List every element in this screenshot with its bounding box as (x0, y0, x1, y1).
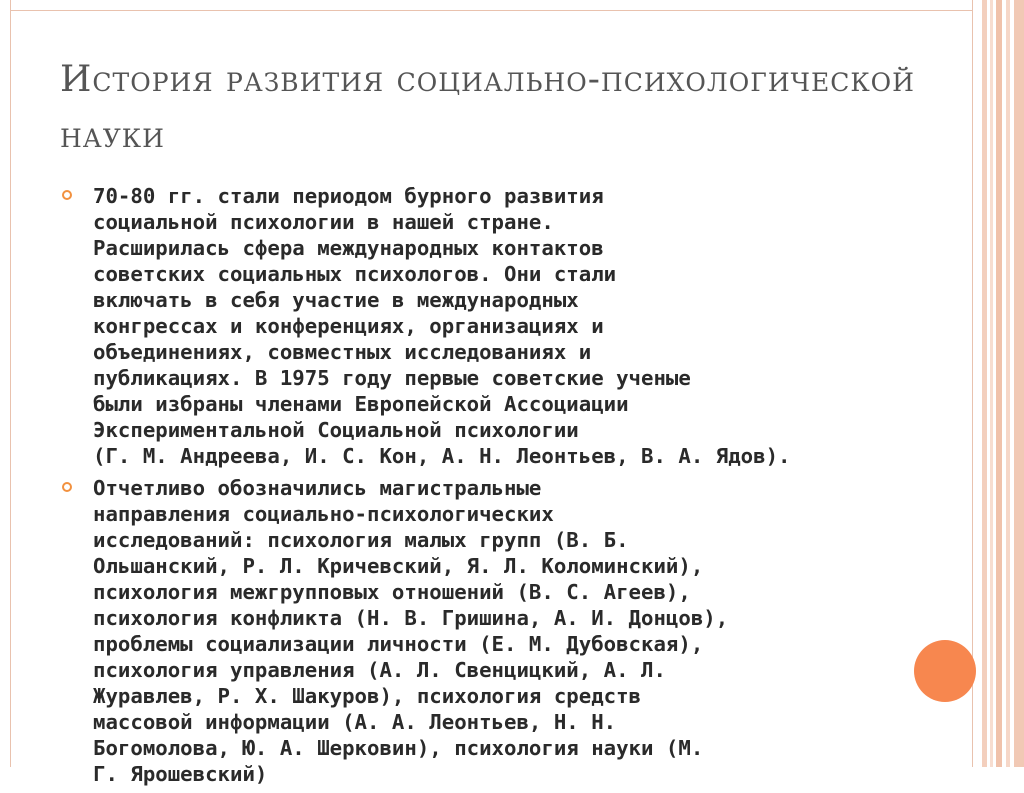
decorative-stripe (996, 0, 1002, 767)
frame-left-line (10, 0, 11, 767)
decorative-stripe (982, 0, 987, 767)
bullet-circle-icon (62, 190, 72, 200)
bullet-item (62, 475, 892, 787)
frame-right-line (972, 0, 973, 767)
bullet-text: Отчетливо обозначились магистральные направления социально-психологических исследований: психология малых групп (В. Б. Ольшанский, Р. Л. Кричевский, Я. Л. Коломинский), психология межгрупповых отношений (В. С. Агеев), психология конфликта (Н. В. Гришина, А. И. Донцов), проблемы социализации личности (Е. М. Дубовская), психология управления (А. Л. Свенцицкий, А. Л. Журавлев, Р. Х. Шакуров), психология средств массовой информации (А. А. Леонтьев, Н. Н. Богомолова, Ю. А. Шерковин), психология науки (М. Г. Ярошевский) (93, 476, 729, 786)
bullet-item (62, 183, 892, 469)
accent-circle (914, 640, 976, 702)
slide-title: История развития социально-психологической науки (60, 59, 915, 156)
bullet-text: 70-80 гг. стали периодом бурного развития социальной психологии в нашей стране. Расширилась сфера международных контактов советских социальных психологов. Они стали включать в себя участие в международных конгрессах и конференциях, организациях и объединениях, совместных исследованиях и публикациях. В 1975 году первые советские ученые были избраны членами Европейской Ассоциации Экспериментальной Социальной психологии (Г. М. Андреева, И. С. Кон, А. Н. Леонтьев, В. А. Ядов). (93, 184, 791, 468)
bullet-circle-icon (62, 482, 72, 492)
decorative-stripe (1006, 0, 1010, 767)
decorative-stripe (1014, 0, 1024, 767)
decorative-stripe (990, 0, 993, 767)
bullet-list (62, 183, 892, 793)
frame-top-line (10, 10, 973, 11)
